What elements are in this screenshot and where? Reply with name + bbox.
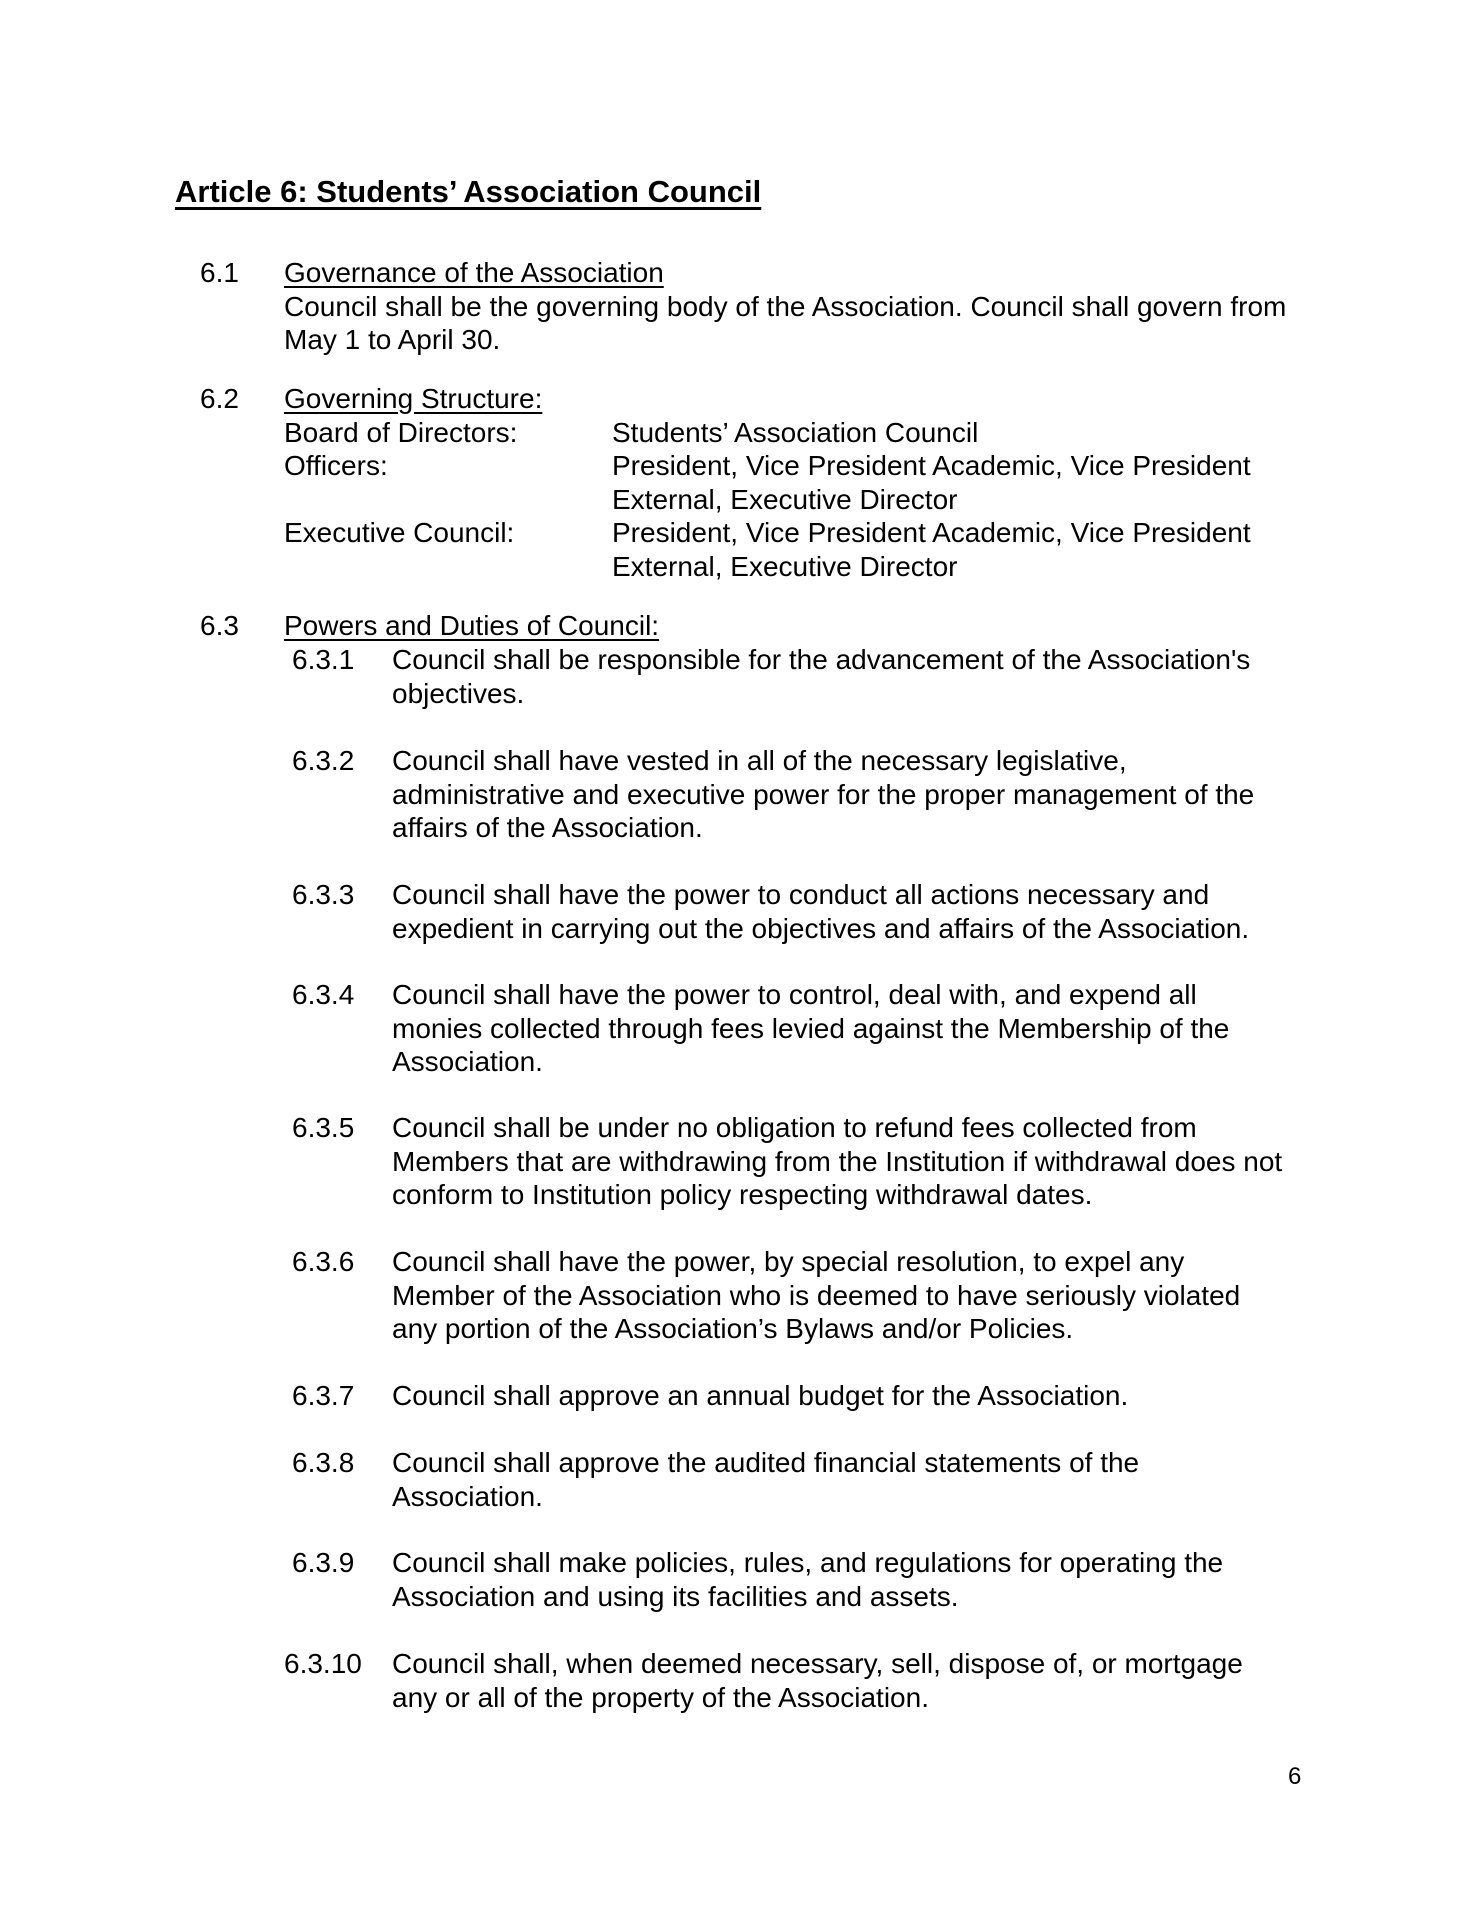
section-number: 6.1: [200, 257, 239, 288]
subsection-number: 6.3.8: [292, 1447, 355, 1478]
subsection-number: 6.3.3: [292, 879, 355, 910]
governance-row: [284, 516, 1324, 583]
governance-value: Students’ Association Council: [612, 416, 979, 448]
subsection-number: 6.3.1: [292, 644, 355, 675]
subsection-text: Council shall have the power, by special resolution, to expel any Member of the Association who is deemed to have seriously violated any portion of the Association’s Bylaws and/or Policies.: [392, 1246, 1241, 1344]
section-heading: Powers and Duties of Council:: [284, 610, 660, 641]
section-number: 6.3: [200, 610, 239, 641]
subsection-text: Council shall have the power to control, deal with, and expend all monies collected through fees levied against the Membership of the Association.: [392, 979, 1230, 1077]
governance-row: [284, 416, 1324, 450]
subsection-number: 6.3.6: [292, 1246, 355, 1277]
subsection-text: Council shall be responsible for the advancement of the Association's objectives.: [392, 644, 1251, 709]
governance-value: President, Vice President Academic, Vice President External, Executive Director: [612, 517, 1251, 582]
subsection-text: Council shall approve an annual budget for the Association.: [392, 1380, 1129, 1411]
subsection-number: 6.3.5: [292, 1112, 355, 1143]
subsection-number: 6.3.9: [292, 1547, 355, 1578]
section-number: 6.2: [200, 383, 239, 414]
section-text: Council shall be the governing body of the Association. Council shall govern from May 1 to April 30.: [284, 290, 1287, 355]
governance-label: Board of Directors:: [284, 416, 518, 448]
page-number: 6: [1288, 1763, 1302, 1790]
governance-label: Officers:: [284, 450, 388, 481]
governance-value: President, Vice President Academic, Vice President External, Executive Director: [612, 450, 1251, 515]
subsection-number: 6.3.10: [284, 1648, 362, 1679]
subsection-text: Council shall approve the audited financial statements of the Association.: [392, 1447, 1140, 1512]
subsection-text: Council shall have the power to conduct all actions necessary and expedient in carrying out the objectives and affairs of the Association.: [392, 879, 1250, 944]
section-heading: Governance of the Association: [284, 257, 664, 288]
section-heading: Governing Structure:: [284, 383, 543, 414]
subsection-number: 6.3.2: [292, 745, 355, 776]
governance-label: Executive Council:: [284, 517, 515, 548]
article-title: Article 6: Students’ Association Council: [175, 174, 762, 209]
subsection-text: Council shall, when deemed necessary, sell, dispose of, or mortgage any or all of the property of the Association.: [392, 1648, 1243, 1713]
subsection-text: Council shall have vested in all of the necessary legislative, administrative and executive power for the proper management of the affairs of the Association.: [392, 745, 1255, 843]
subsection-number: 6.3.4: [292, 979, 355, 1010]
subsection-text: Council shall make policies, rules, and regulations for operating the Association and using its facilities and assets.: [392, 1547, 1224, 1612]
governance-row: [284, 449, 1324, 516]
subsection-text: Council shall be under no obligation to refund fees collected from Members that are withdrawing from the Institution if withdrawal does not conform to Institution policy respecting withdrawal dates.: [392, 1112, 1283, 1210]
subsection-number: 6.3.7: [292, 1380, 355, 1411]
